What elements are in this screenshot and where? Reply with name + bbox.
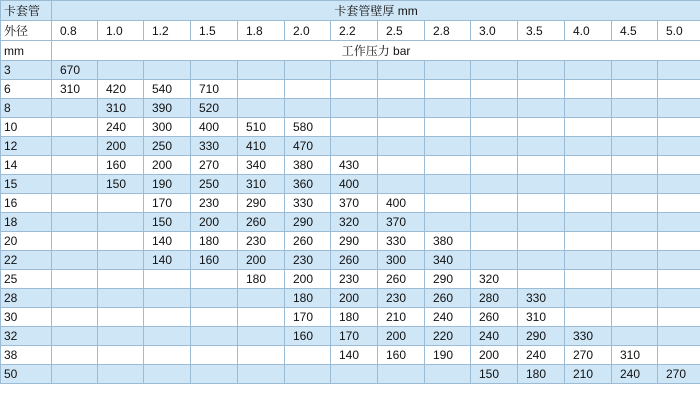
table-row [1,365,700,384]
pressure-cell [658,289,700,308]
pressure-cell [612,61,658,80]
outer-diameter-cell: 8 [1,99,52,118]
table-row [1,61,700,80]
wall-thickness-header: 卡套管壁厚 mm [52,1,700,21]
pressure-cell: 180 [518,365,565,384]
outer-diameter-cell: 14 [1,156,52,175]
pressure-cell [331,99,378,118]
wall-thickness-cell: 5.0 [658,21,700,41]
pressure-cell: 300 [378,251,425,270]
table-row [1,213,700,232]
pressure-cell [191,327,238,346]
pressure-cell [612,118,658,137]
pressure-cell [285,99,331,118]
pressure-cell: 340 [425,251,471,270]
pressure-cell [191,346,238,365]
pressure-cell: 150 [471,365,518,384]
pressure-cell [658,327,700,346]
pressure-cell: 180 [285,289,331,308]
pressure-cell [52,137,98,156]
pressure-cell: 370 [378,213,425,232]
pressure-cell [285,346,331,365]
pressure-cell: 470 [285,137,331,156]
pressure-cell [52,327,98,346]
pressure-cell [238,61,285,80]
table-row [1,308,700,327]
pressure-cell [518,194,565,213]
pressure-cell [565,232,612,251]
pressure-cell: 290 [518,327,565,346]
pressure-cell [658,270,700,289]
pressure-cell [52,365,98,384]
pressure-cell [518,61,565,80]
pressure-cell [378,175,425,194]
pressure-cell [612,232,658,251]
pressure-cell [425,365,471,384]
pressure-cell: 240 [471,327,518,346]
pressure-cell [471,175,518,194]
pressure-cell: 330 [378,232,425,251]
pressure-cell: 200 [471,346,518,365]
pressure-cell: 160 [378,346,425,365]
pressure-cell [238,99,285,118]
pressure-cell: 330 [518,289,565,308]
pressure-cell [425,137,471,156]
table-row [1,194,700,213]
pressure-cell [565,251,612,270]
pressure-cell: 230 [285,251,331,270]
pressure-cell: 140 [144,251,191,270]
pressure-cell [285,80,331,99]
pressure-cell: 140 [144,232,191,251]
pressure-cell [425,194,471,213]
wall-thickness-cell: 2.0 [285,21,331,41]
pressure-cell [52,289,98,308]
pressure-cell [565,308,612,327]
pressure-cell: 270 [191,156,238,175]
pressure-cell [98,232,144,251]
pressure-cell [52,251,98,270]
pressure-cell: 400 [378,194,425,213]
working-pressure-header: 工作压力 bar [52,41,700,61]
pressure-cell [471,99,518,118]
pressure-cell [658,213,700,232]
pressure-cell [518,137,565,156]
pressure-cell [191,289,238,308]
pressure-cell [518,118,565,137]
pressure-cell [52,308,98,327]
corner-label-mm: mm [1,41,52,61]
pressure-cell: 240 [518,346,565,365]
pressure-cell: 180 [238,270,285,289]
pressure-cell: 260 [285,232,331,251]
corner-label-od: 外径 [1,21,52,41]
pressure-cell [612,270,658,289]
outer-diameter-cell: 20 [1,232,52,251]
pressure-cell [658,232,700,251]
pressure-cell: 200 [191,213,238,232]
table-body [1,1,700,384]
pressure-cell: 300 [144,118,191,137]
pressure-cell: 200 [331,289,378,308]
pressure-cell [98,194,144,213]
pressure-cell [378,118,425,137]
pressure-cell: 260 [471,308,518,327]
pressure-cell: 180 [331,308,378,327]
table-row [1,137,700,156]
pressure-cell [378,156,425,175]
wall-thickness-cell: 3.5 [518,21,565,41]
pressure-cell [518,270,565,289]
pressure-cell [565,289,612,308]
pressure-cell [565,118,612,137]
pressure-cell: 330 [191,137,238,156]
pressure-cell [658,99,700,118]
pressure-cell [612,99,658,118]
pressure-cell [565,270,612,289]
pressure-cell: 710 [191,80,238,99]
pressure-cell: 160 [285,327,331,346]
pressure-cell: 260 [378,270,425,289]
pressure-cell: 510 [238,118,285,137]
table-row [1,175,700,194]
pressure-cell [612,80,658,99]
corner-label-tube: 卡套管 [1,1,52,21]
pressure-cell: 190 [425,346,471,365]
pressure-cell [331,365,378,384]
pressure-cell [612,175,658,194]
outer-diameter-cell: 18 [1,213,52,232]
wall-thickness-cell: 2.8 [425,21,471,41]
pressure-cell [612,289,658,308]
pressure-cell [378,99,425,118]
pressure-cell [98,213,144,232]
table-row [1,346,700,365]
pressure-cell [425,99,471,118]
pressure-cell: 150 [144,213,191,232]
table-row [1,156,700,175]
pressure-cell [471,251,518,270]
outer-diameter-cell: 50 [1,365,52,384]
pressure-cell [658,194,700,213]
pressure-cell [658,156,700,175]
pressure-cell [612,327,658,346]
pressure-cell [565,175,612,194]
pressure-cell [425,175,471,194]
pressure-cell: 400 [331,175,378,194]
pressure-cell [658,308,700,327]
pressure-cell [518,232,565,251]
pressure-cell: 260 [331,251,378,270]
pressure-cell [238,80,285,99]
pressure-cell: 670 [52,61,98,80]
pressure-cell [285,61,331,80]
pressure-cell [425,80,471,99]
pressure-cell [658,61,700,80]
wall-thickness-cell: 1.5 [191,21,238,41]
outer-diameter-cell: 16 [1,194,52,213]
pressure-cell: 200 [98,137,144,156]
wall-thickness-cell: 1.0 [98,21,144,41]
pressure-cell [518,251,565,270]
pressure-cell: 170 [144,194,191,213]
pressure-cell [52,99,98,118]
pressure-cell [238,327,285,346]
pressure-cell [565,194,612,213]
pressure-cell [612,156,658,175]
pressure-cell [658,251,700,270]
wall-thickness-cell: 1.8 [238,21,285,41]
pressure-cell [471,118,518,137]
pressure-cell: 360 [285,175,331,194]
pressure-cell [658,346,700,365]
pressure-cell [471,61,518,80]
pressure-cell: 330 [565,327,612,346]
pressure-cell [378,365,425,384]
pressure-cell: 310 [52,80,98,99]
pressure-cell: 200 [238,251,285,270]
pressure-cell: 260 [238,213,285,232]
wall-thickness-cell: 2.2 [331,21,378,41]
pressure-cell [331,80,378,99]
pressure-cell [144,365,191,384]
pressure-cell [658,137,700,156]
pressure-cell [238,308,285,327]
pressure-cell: 270 [658,365,700,384]
pressure-cell: 540 [144,80,191,99]
pressure-cell [331,61,378,80]
pressure-cell: 290 [425,270,471,289]
pressure-cell [191,270,238,289]
pressure-cell: 200 [285,270,331,289]
pressure-cell [144,327,191,346]
pressure-cell: 400 [191,118,238,137]
pressure-cell: 270 [565,346,612,365]
pressure-cell [612,137,658,156]
pressure-cell [331,118,378,137]
pressure-cell: 580 [285,118,331,137]
wall-thickness-cell: 3.0 [471,21,518,41]
pressure-cell [331,137,378,156]
pressure-cell [518,156,565,175]
pressure-cell [518,213,565,232]
pressure-cell: 310 [98,99,144,118]
outer-diameter-cell: 3 [1,61,52,80]
pressure-cell [565,99,612,118]
wall-thickness-cell: 4.0 [565,21,612,41]
pressure-cell: 420 [98,80,144,99]
pressure-cell [52,194,98,213]
pressure-cell [52,175,98,194]
table-row [1,118,700,137]
pressure-cell [378,137,425,156]
pressure-cell: 200 [144,156,191,175]
pressure-cell [144,289,191,308]
pressure-cell [52,156,98,175]
pressure-cell: 280 [471,289,518,308]
pressure-cell [52,118,98,137]
pressure-cell: 320 [331,213,378,232]
pressure-cell: 150 [98,175,144,194]
outer-diameter-cell: 32 [1,327,52,346]
pressure-cell: 230 [238,232,285,251]
table-row [1,232,700,251]
pressure-cell [565,80,612,99]
pressure-cell: 190 [144,175,191,194]
pressure-cell [144,308,191,327]
outer-diameter-cell: 30 [1,308,52,327]
table-row [1,327,700,346]
pressure-cell: 180 [191,232,238,251]
outer-diameter-cell: 38 [1,346,52,365]
outer-diameter-cell: 6 [1,80,52,99]
pressure-cell [518,99,565,118]
pressure-cell [518,80,565,99]
pressure-cell: 250 [144,137,191,156]
pressure-cell [612,194,658,213]
pressure-cell [612,251,658,270]
pressure-cell [425,61,471,80]
pressure-cell: 230 [191,194,238,213]
pressure-cell [98,251,144,270]
pressure-cell: 240 [425,308,471,327]
pressure-cell [98,308,144,327]
pressure-cell [612,308,658,327]
pressure-cell: 140 [331,346,378,365]
wall-thickness-cell: 0.8 [52,21,98,41]
table-row [1,80,700,99]
outer-diameter-cell: 25 [1,270,52,289]
pressure-cell [144,270,191,289]
pressure-cell [98,61,144,80]
pressure-cell: 310 [238,175,285,194]
pressure-cell: 520 [191,99,238,118]
pressure-cell [425,118,471,137]
pressure-cell: 410 [238,137,285,156]
pressure-cell [425,213,471,232]
wall-thickness-cell: 4.5 [612,21,658,41]
pressure-cell [238,346,285,365]
pressure-cell: 240 [612,365,658,384]
pressure-cell: 170 [285,308,331,327]
pressure-cell [52,232,98,251]
pressure-cell: 220 [425,327,471,346]
pressure-cell [52,346,98,365]
pressure-cell: 430 [331,156,378,175]
pressure-cell [565,156,612,175]
pressure-cell [425,156,471,175]
pressure-cell [471,80,518,99]
pressure-cell [191,308,238,327]
pressure-cell: 250 [191,175,238,194]
pressure-cell [471,156,518,175]
pressure-cell [98,346,144,365]
pressure-cell [565,137,612,156]
pressure-cell [471,137,518,156]
pressure-cell: 330 [285,194,331,213]
pressure-cell [144,61,191,80]
pressure-cell [144,346,191,365]
outer-diameter-cell: 22 [1,251,52,270]
pressure-cell [612,213,658,232]
wall-thickness-cell: 1.2 [144,21,191,41]
pressure-cell [658,80,700,99]
pressure-cell: 290 [238,194,285,213]
pressure-cell [658,175,700,194]
pressure-cell: 290 [285,213,331,232]
pressure-cell: 290 [331,232,378,251]
pressure-cell: 310 [518,308,565,327]
pressure-cell: 390 [144,99,191,118]
pressure-cell [238,365,285,384]
table-row [1,289,700,308]
pressure-cell [565,213,612,232]
pressure-cell: 160 [98,156,144,175]
pressure-cell [52,270,98,289]
pressure-cell [471,194,518,213]
pressure-cell: 310 [612,346,658,365]
outer-diameter-cell: 10 [1,118,52,137]
table-row [1,270,700,289]
outer-diameter-cell: 28 [1,289,52,308]
pressure-cell [191,365,238,384]
pressure-cell [238,289,285,308]
table-row [1,251,700,270]
pressure-cell: 380 [425,232,471,251]
pressure-cell [98,327,144,346]
outer-diameter-cell: 12 [1,137,52,156]
pressure-cell: 340 [238,156,285,175]
pressure-cell [658,118,700,137]
pressure-cell [285,365,331,384]
pressure-cell [98,270,144,289]
pressure-cell: 160 [191,251,238,270]
pressure-cell [98,365,144,384]
pressure-cell [471,213,518,232]
pressure-cell: 170 [331,327,378,346]
outer-diameter-cell: 15 [1,175,52,194]
pressure-cell [565,61,612,80]
pressure-cell: 240 [98,118,144,137]
pressure-cell [378,80,425,99]
pressure-cell: 370 [331,194,378,213]
pressure-cell: 230 [331,270,378,289]
pressure-cell: 210 [378,308,425,327]
pressure-cell [471,232,518,251]
pressure-cell: 200 [378,327,425,346]
table-row [1,99,700,118]
pressure-cell [378,61,425,80]
pressure-cell [191,61,238,80]
pressure-cell [52,213,98,232]
pressure-cell: 320 [471,270,518,289]
pressure-cell: 210 [565,365,612,384]
pressure-cell: 260 [425,289,471,308]
pressure-cell: 230 [378,289,425,308]
pressure-cell: 380 [285,156,331,175]
wall-thickness-cell: 2.5 [378,21,425,41]
pressure-cell [518,175,565,194]
pressure-cell [98,289,144,308]
